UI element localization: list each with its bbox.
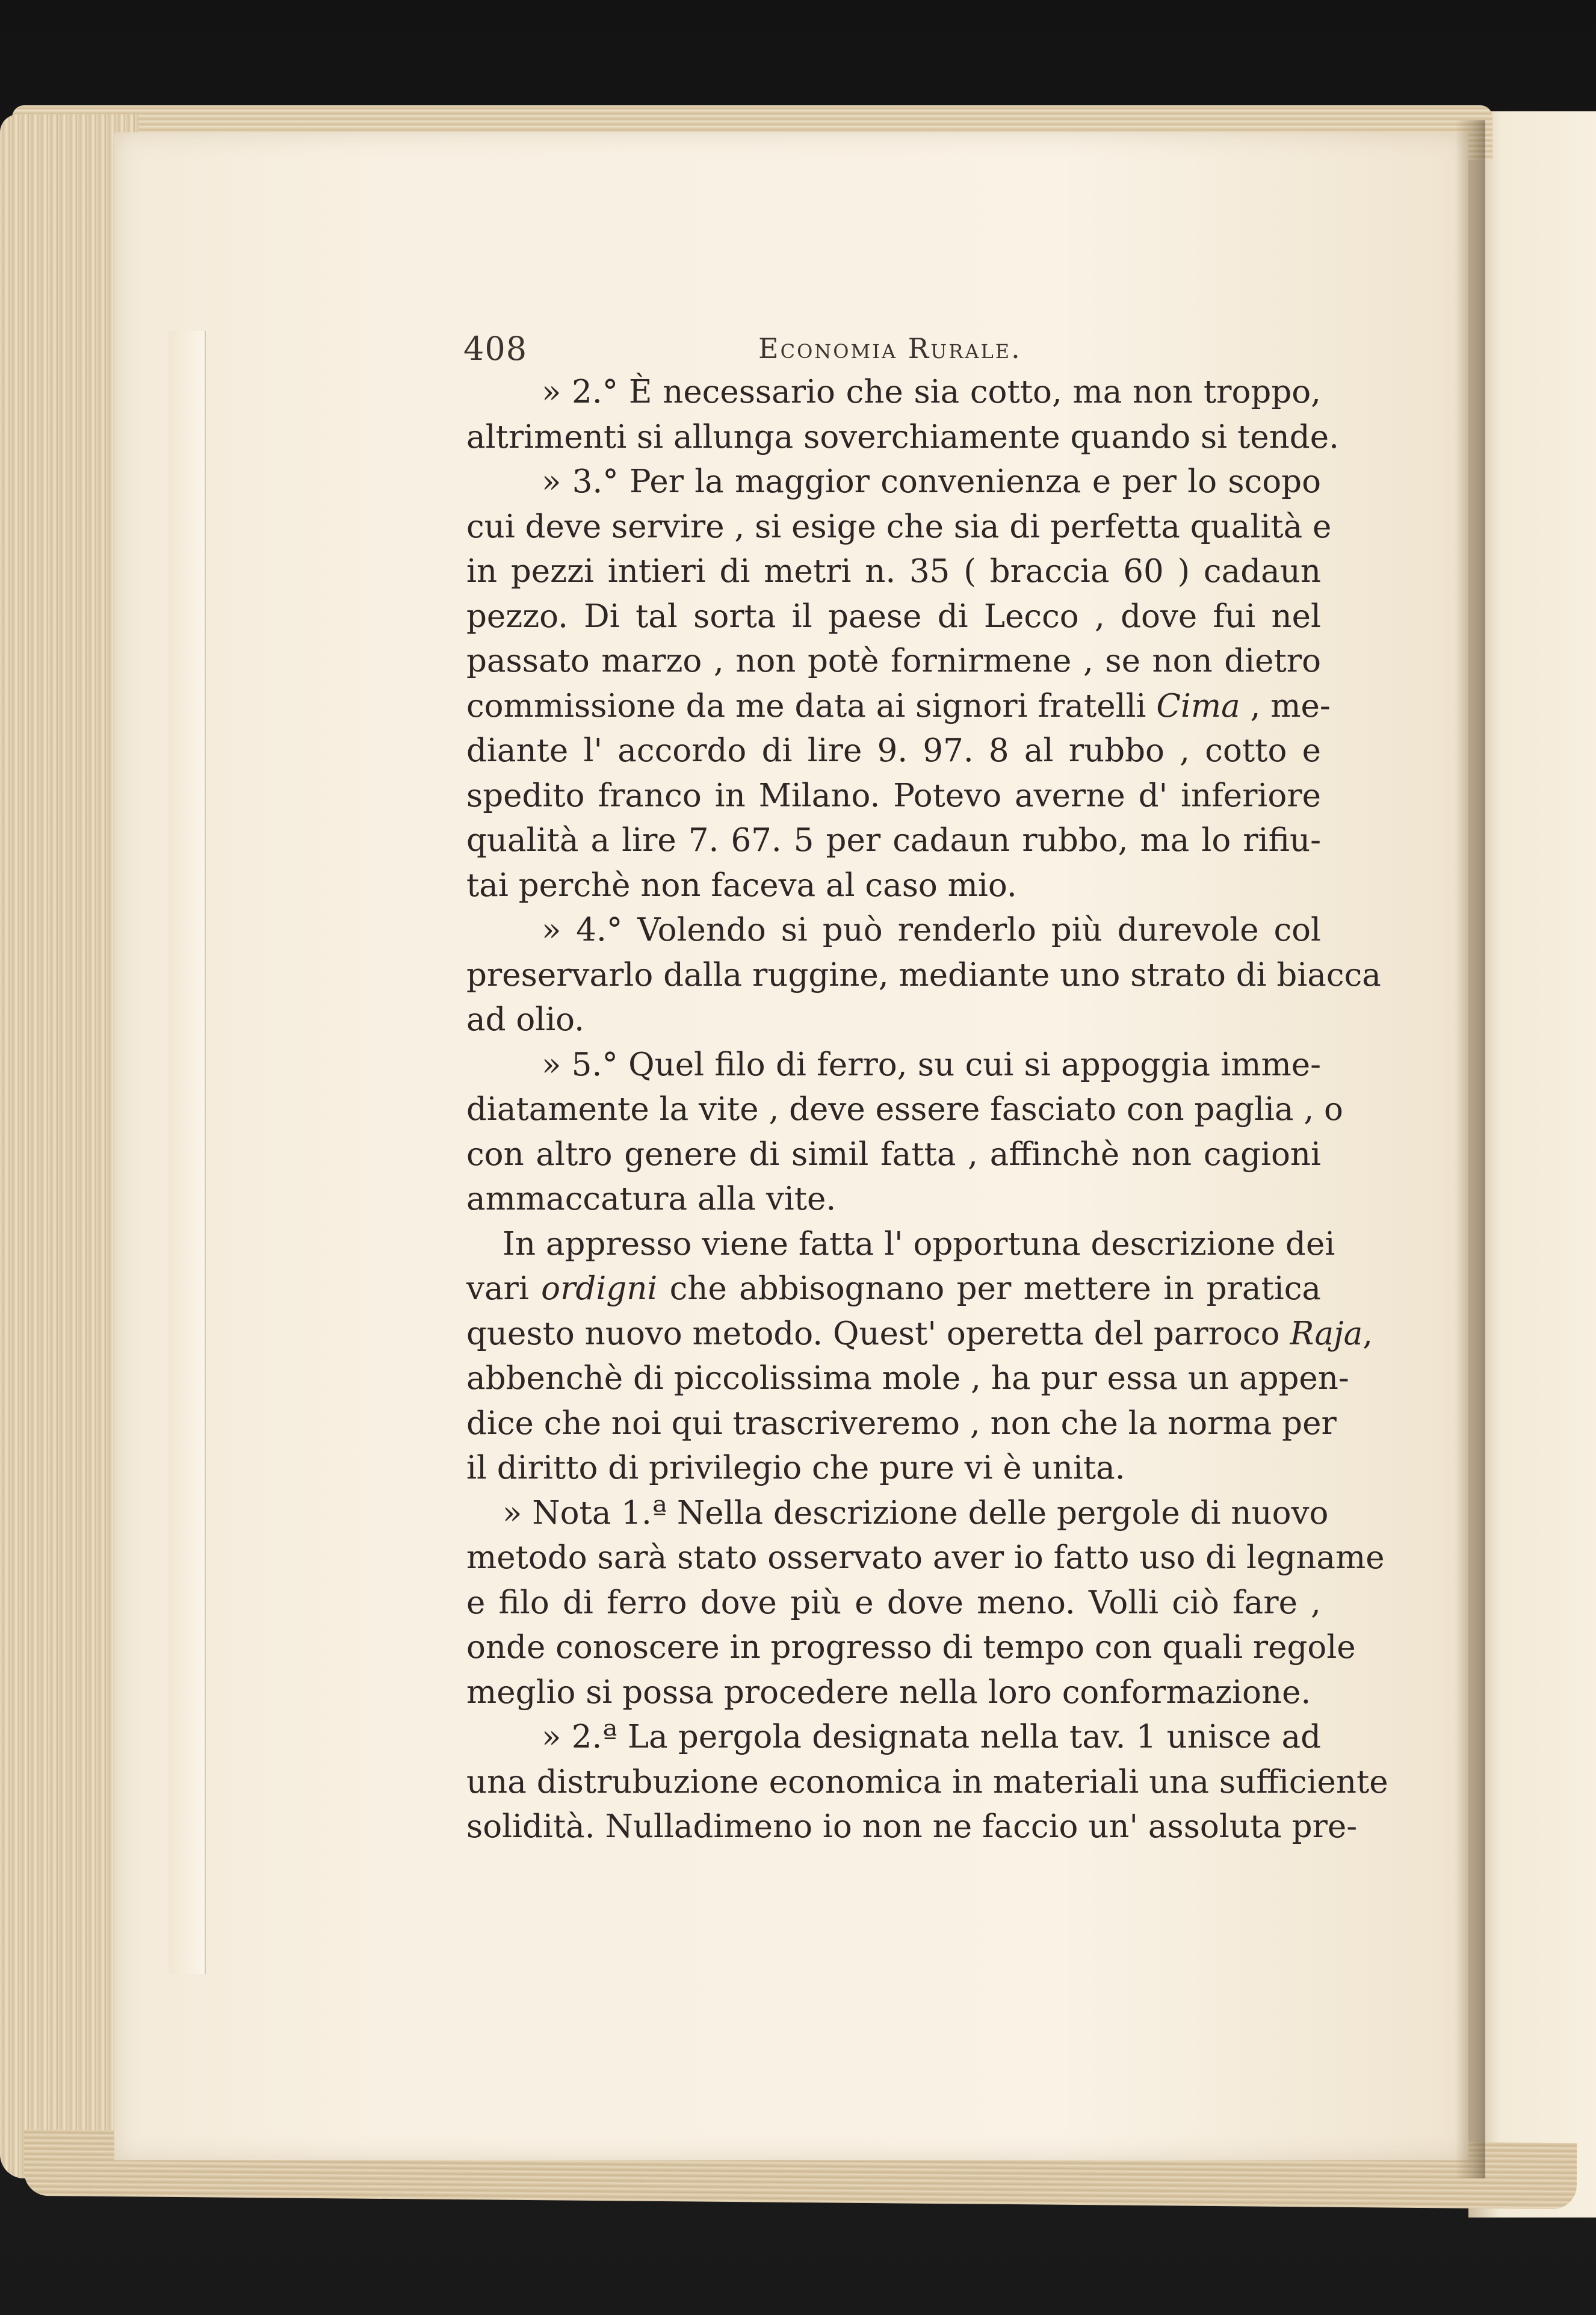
text-line: passato marzo , non potè fornirmene , se non dietro — [466, 643, 1321, 679]
text-line: spedito franco in Milano. Potevo averne d' inferiore — [466, 777, 1321, 814]
text-line: » 4.° Volendo si può renderlo più durevole col — [542, 912, 1321, 948]
facing-page-edge — [1468, 111, 1596, 2218]
text-line: solidità. Nulladimeno io non ne faccio un' assoluta pre- — [466, 1808, 1358, 1845]
italic-name: Cima — [1156, 687, 1240, 725]
text-line: diante l' accordo di lire 9. 97. 8 al rubbo , cotto e — [466, 732, 1321, 769]
text-line: altrimenti si allunga soverchiamente quando si tende. — [466, 418, 1339, 456]
text-line: una distrubuzione economica in materiali una sufficiente — [466, 1763, 1388, 1800]
text-line: dice che noi qui trascriveremo , non che la norma per — [466, 1405, 1337, 1442]
text-line — [466, 1312, 1373, 1357]
italic-word: ordigni — [541, 1270, 658, 1307]
text-line — [466, 684, 1331, 729]
text-line: diatamente la vite , deve essere fasciato con paglia , o — [466, 1091, 1343, 1128]
text-line: In appresso viene fatta l' opportuna descrizione dei — [503, 1225, 1335, 1263]
text-fragment: vari — [466, 1270, 529, 1307]
text-line: preservarlo dalla ruggine, mediante uno strato di biacca — [466, 956, 1381, 994]
running-title: Economia Rurale. — [758, 332, 1022, 365]
text-fragment: , me- — [1250, 687, 1331, 725]
text-fragment: , — [1362, 1315, 1373, 1352]
book-gutter — [1455, 120, 1485, 2178]
page-header — [463, 330, 1324, 372]
text-line: in pezzi intieri di metri n. 35 ( braccia 60 ) cadaun — [466, 553, 1321, 590]
text-fragment: che abbisognano per mettere in pratica — [669, 1270, 1321, 1307]
text-line: qualità a lire 7. 67. 5 per cadaun rubbo, ma lo rifiu- — [466, 822, 1321, 859]
text-fragment: questo nuovo metodo. Quest' operetta del parroco — [466, 1315, 1280, 1352]
page-number: 408 — [463, 330, 528, 368]
text-line: ad olio. — [466, 1001, 585, 1038]
text-line: meglio si possa procedere nella loro conformazione. — [466, 1674, 1311, 1711]
italic-name: Raja — [1290, 1315, 1363, 1352]
text-line: tai perchè non faceva al caso mio. — [466, 867, 1017, 904]
text-line: » Nota 1.ª Nella descrizione delle pergole di nuovo — [503, 1494, 1329, 1531]
text-line: cui deve servire , si esige che sia di perfetta qualità e — [466, 508, 1332, 545]
text-fragment: commissione da me data ai signori fratelli — [466, 687, 1146, 725]
text-line: il diritto di privilegio che pure vi è unita. — [466, 1450, 1125, 1486]
text-line: e filo di ferro dove più e dove meno. Volli ciò fare , — [466, 1584, 1321, 1621]
text-line: con altro genere di simil fatta , affinchè non cagioni — [466, 1136, 1321, 1173]
text-line: onde conoscere in progresso di tempo con quali regole — [466, 1629, 1356, 1666]
text-line: abbenchè di piccolissima mole , ha pur essa un appen- — [466, 1360, 1349, 1397]
text-line — [466, 1267, 1321, 1312]
text-line: » 2.ª La pergola designata nella tav. 1 unisce ad — [542, 1719, 1321, 1755]
text-line: pezzo. Di tal sorta il paese di Lecco , dove fui nel — [466, 598, 1321, 635]
text-line: » 3.° Per la maggior convenienza e per lo scopo — [542, 463, 1321, 500]
text-line: metodo sarà stato osservato aver io fatto uso di legname — [466, 1539, 1385, 1576]
text-line: ammaccatura alla vite. — [466, 1181, 837, 1217]
body-text — [466, 370, 1388, 1850]
page-edge-strip — [169, 331, 206, 1974]
text-line: » 2.° È necessario che sia cotto, ma non troppo, — [542, 374, 1321, 410]
text-line: » 5.° Quel filo di ferro, su cui si appoggia imme- — [542, 1046, 1321, 1083]
